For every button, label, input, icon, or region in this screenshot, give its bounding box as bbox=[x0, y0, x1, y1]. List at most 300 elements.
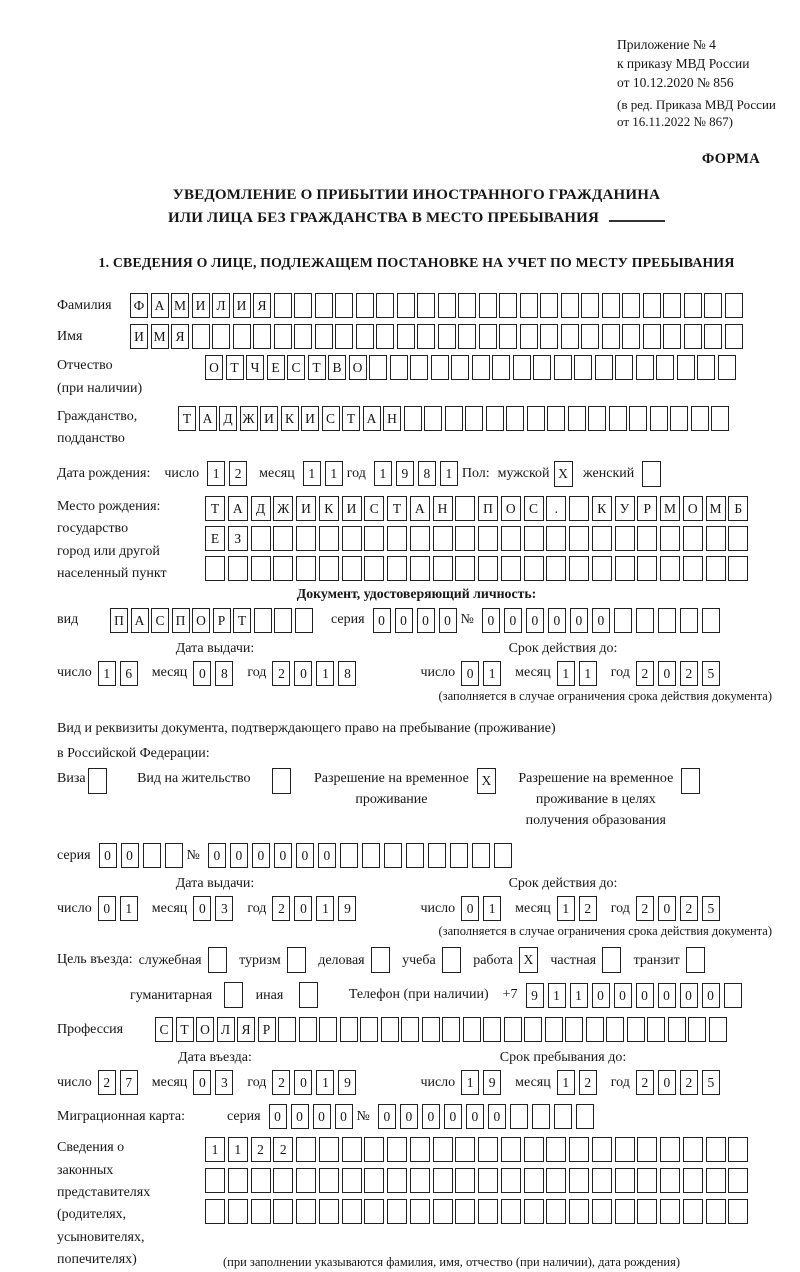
char-cell[interactable]: 1 bbox=[557, 661, 575, 686]
char-cell[interactable]: Е bbox=[205, 526, 225, 551]
purpose-tourism-checkbox[interactable] bbox=[287, 947, 306, 973]
char-cell[interactable]: Т bbox=[308, 355, 326, 380]
char-cell[interactable] bbox=[387, 1199, 407, 1224]
char-cell[interactable] bbox=[315, 324, 333, 349]
char-cell[interactable] bbox=[463, 1017, 481, 1042]
char-cell[interactable] bbox=[364, 1137, 384, 1162]
char-cell[interactable] bbox=[376, 324, 394, 349]
char-cell[interactable]: Д bbox=[219, 406, 237, 431]
char-cell[interactable] bbox=[342, 1137, 362, 1162]
char-cell[interactable]: О bbox=[501, 496, 521, 521]
char-cell[interactable] bbox=[728, 1199, 748, 1224]
char-cell[interactable]: А bbox=[363, 406, 381, 431]
char-cell[interactable] bbox=[364, 556, 384, 581]
char-cell[interactable] bbox=[647, 1017, 665, 1042]
char-cell[interactable]: А bbox=[151, 293, 169, 318]
char-cell[interactable] bbox=[706, 1199, 726, 1224]
char-cell[interactable]: 0 bbox=[658, 661, 676, 686]
char-cell[interactable]: Т bbox=[205, 496, 225, 521]
char-cell[interactable] bbox=[670, 406, 688, 431]
char-cell[interactable]: 0 bbox=[614, 983, 632, 1008]
char-cell[interactable]: 0 bbox=[439, 608, 457, 633]
char-cell[interactable]: 1 bbox=[374, 461, 392, 486]
char-cell[interactable]: . bbox=[546, 496, 566, 521]
char-cell[interactable] bbox=[684, 324, 702, 349]
char-cell[interactable]: 5 bbox=[702, 1070, 720, 1095]
char-cell[interactable] bbox=[433, 526, 453, 551]
char-cell[interactable] bbox=[254, 608, 272, 633]
char-cell[interactable] bbox=[342, 526, 362, 551]
char-cell[interactable]: 1 bbox=[316, 661, 334, 686]
char-cell[interactable] bbox=[569, 496, 589, 521]
char-cell[interactable] bbox=[622, 293, 640, 318]
char-cell[interactable] bbox=[592, 1168, 612, 1193]
char-cell[interactable]: 0 bbox=[548, 608, 566, 633]
char-cell[interactable] bbox=[728, 526, 748, 551]
char-cell[interactable] bbox=[342, 1168, 362, 1193]
char-cell[interactable] bbox=[524, 556, 544, 581]
char-cell[interactable]: С bbox=[322, 406, 340, 431]
char-cell[interactable] bbox=[501, 1137, 521, 1162]
char-cell[interactable] bbox=[335, 293, 353, 318]
char-cell[interactable]: И bbox=[192, 293, 210, 318]
char-cell[interactable] bbox=[704, 324, 722, 349]
char-cell[interactable] bbox=[609, 406, 627, 431]
char-cell[interactable]: 0 bbox=[482, 608, 500, 633]
char-cell[interactable] bbox=[472, 355, 490, 380]
char-cell[interactable] bbox=[251, 1168, 271, 1193]
char-cell[interactable] bbox=[636, 355, 654, 380]
char-cell[interactable] bbox=[501, 1199, 521, 1224]
char-cell[interactable] bbox=[406, 843, 424, 868]
char-cell[interactable]: О bbox=[683, 496, 703, 521]
char-cell[interactable] bbox=[728, 1168, 748, 1193]
char-cell[interactable]: 1 bbox=[325, 461, 343, 486]
char-cell[interactable] bbox=[319, 556, 339, 581]
char-cell[interactable]: 5 bbox=[702, 661, 720, 686]
char-cell[interactable]: 2 bbox=[229, 461, 247, 486]
char-cell[interactable] bbox=[683, 1137, 703, 1162]
char-cell[interactable] bbox=[592, 1137, 612, 1162]
char-cell[interactable]: 9 bbox=[338, 1070, 356, 1095]
char-cell[interactable] bbox=[360, 1017, 378, 1042]
char-cell[interactable]: Я bbox=[253, 293, 271, 318]
char-cell[interactable]: 0 bbox=[294, 1070, 312, 1095]
char-cell[interactable] bbox=[718, 355, 736, 380]
purpose-private-checkbox[interactable] bbox=[602, 947, 621, 973]
char-cell[interactable]: Ж bbox=[240, 406, 258, 431]
purpose-official-checkbox[interactable] bbox=[208, 947, 227, 973]
char-cell[interactable] bbox=[504, 1017, 522, 1042]
char-cell[interactable]: А bbox=[199, 406, 217, 431]
char-cell[interactable] bbox=[677, 355, 695, 380]
char-cell[interactable] bbox=[637, 1199, 657, 1224]
char-cell[interactable] bbox=[637, 556, 657, 581]
char-cell[interactable] bbox=[637, 1137, 657, 1162]
char-cell[interactable]: 0 bbox=[193, 661, 211, 686]
char-cell[interactable] bbox=[592, 526, 612, 551]
char-cell[interactable]: Т bbox=[226, 355, 244, 380]
char-cell[interactable]: Т bbox=[178, 406, 196, 431]
char-cell[interactable]: О bbox=[192, 608, 210, 633]
char-cell[interactable] bbox=[431, 355, 449, 380]
char-cell[interactable] bbox=[576, 1104, 594, 1129]
char-cell[interactable]: 9 bbox=[396, 461, 414, 486]
char-cell[interactable]: 1 bbox=[303, 461, 321, 486]
char-cell[interactable]: 2 bbox=[272, 1070, 290, 1095]
char-cell[interactable] bbox=[527, 406, 545, 431]
char-cell[interactable] bbox=[684, 293, 702, 318]
char-cell[interactable] bbox=[253, 324, 271, 349]
char-cell[interactable]: 2 bbox=[273, 1137, 293, 1162]
char-cell[interactable] bbox=[251, 526, 271, 551]
char-cell[interactable] bbox=[228, 556, 248, 581]
char-cell[interactable] bbox=[455, 526, 475, 551]
char-cell[interactable]: К bbox=[319, 496, 339, 521]
char-cell[interactable] bbox=[455, 1168, 475, 1193]
char-cell[interactable] bbox=[165, 843, 183, 868]
char-cell[interactable]: 0 bbox=[395, 608, 413, 633]
char-cell[interactable] bbox=[569, 556, 589, 581]
char-cell[interactable] bbox=[706, 526, 726, 551]
char-cell[interactable] bbox=[274, 608, 292, 633]
char-cell[interactable] bbox=[397, 324, 415, 349]
char-cell[interactable]: 2 bbox=[579, 896, 597, 921]
char-cell[interactable] bbox=[499, 324, 517, 349]
char-cell[interactable] bbox=[637, 526, 657, 551]
char-cell[interactable] bbox=[660, 1199, 680, 1224]
char-cell[interactable] bbox=[273, 556, 293, 581]
char-cell[interactable] bbox=[478, 526, 498, 551]
char-cell[interactable]: В bbox=[328, 355, 346, 380]
char-cell[interactable] bbox=[478, 1137, 498, 1162]
char-cell[interactable] bbox=[643, 324, 661, 349]
char-cell[interactable] bbox=[319, 1137, 339, 1162]
char-cell[interactable] bbox=[433, 1137, 453, 1162]
char-cell[interactable]: 0 bbox=[680, 983, 698, 1008]
char-cell[interactable] bbox=[294, 293, 312, 318]
char-cell[interactable]: И bbox=[301, 406, 319, 431]
char-cell[interactable] bbox=[417, 324, 435, 349]
char-cell[interactable] bbox=[410, 526, 430, 551]
char-cell[interactable]: 3 bbox=[215, 896, 233, 921]
char-cell[interactable] bbox=[376, 293, 394, 318]
char-cell[interactable] bbox=[455, 496, 475, 521]
char-cell[interactable]: 2 bbox=[680, 1070, 698, 1095]
char-cell[interactable]: 0 bbox=[488, 1104, 506, 1129]
char-cell[interactable] bbox=[524, 1199, 544, 1224]
char-cell[interactable]: Т bbox=[233, 608, 251, 633]
char-cell[interactable]: 1 bbox=[207, 461, 225, 486]
char-cell[interactable]: П bbox=[172, 608, 190, 633]
char-cell[interactable] bbox=[546, 526, 566, 551]
char-cell[interactable] bbox=[390, 355, 408, 380]
char-cell[interactable]: 1 bbox=[579, 661, 597, 686]
char-cell[interactable] bbox=[192, 324, 210, 349]
char-cell[interactable]: 0 bbox=[294, 896, 312, 921]
char-cell[interactable] bbox=[410, 1168, 430, 1193]
purpose-work-checkbox[interactable]: X bbox=[519, 947, 538, 973]
char-cell[interactable]: 1 bbox=[120, 896, 138, 921]
visa-checkbox[interactable] bbox=[88, 768, 107, 794]
char-cell[interactable] bbox=[205, 1199, 225, 1224]
char-cell[interactable] bbox=[592, 556, 612, 581]
char-cell[interactable] bbox=[658, 608, 676, 633]
char-cell[interactable]: 0 bbox=[592, 983, 610, 1008]
char-cell[interactable] bbox=[319, 1017, 337, 1042]
char-cell[interactable] bbox=[401, 1017, 419, 1042]
char-cell[interactable] bbox=[697, 355, 715, 380]
char-cell[interactable]: И bbox=[296, 496, 316, 521]
char-cell[interactable] bbox=[615, 1199, 635, 1224]
char-cell[interactable] bbox=[478, 1199, 498, 1224]
char-cell[interactable] bbox=[540, 293, 558, 318]
char-cell[interactable] bbox=[458, 293, 476, 318]
char-cell[interactable] bbox=[711, 406, 729, 431]
char-cell[interactable]: 0 bbox=[98, 896, 116, 921]
char-cell[interactable] bbox=[569, 1168, 589, 1193]
char-cell[interactable]: М bbox=[171, 293, 189, 318]
char-cell[interactable] bbox=[251, 556, 271, 581]
char-cell[interactable]: 1 bbox=[205, 1137, 225, 1162]
char-cell[interactable] bbox=[364, 1199, 384, 1224]
char-cell[interactable] bbox=[680, 608, 698, 633]
char-cell[interactable]: 0 bbox=[291, 1104, 309, 1129]
char-cell[interactable] bbox=[568, 406, 586, 431]
char-cell[interactable]: М bbox=[706, 496, 726, 521]
char-cell[interactable] bbox=[433, 1199, 453, 1224]
char-cell[interactable]: 0 bbox=[99, 843, 117, 868]
purpose-study-checkbox[interactable] bbox=[442, 947, 461, 973]
char-cell[interactable] bbox=[296, 1137, 316, 1162]
char-cell[interactable] bbox=[404, 406, 422, 431]
char-cell[interactable]: 7 bbox=[120, 1070, 138, 1095]
char-cell[interactable]: 0 bbox=[294, 661, 312, 686]
char-cell[interactable] bbox=[660, 526, 680, 551]
char-cell[interactable] bbox=[615, 1168, 635, 1193]
char-cell[interactable]: Д bbox=[251, 496, 271, 521]
char-cell[interactable] bbox=[663, 324, 681, 349]
char-cell[interactable]: 8 bbox=[418, 461, 436, 486]
char-cell[interactable] bbox=[660, 1168, 680, 1193]
char-cell[interactable]: Я bbox=[171, 324, 189, 349]
char-cell[interactable] bbox=[233, 324, 251, 349]
char-cell[interactable] bbox=[561, 324, 579, 349]
char-cell[interactable] bbox=[450, 843, 468, 868]
char-cell[interactable]: П bbox=[478, 496, 498, 521]
char-cell[interactable]: 9 bbox=[483, 1070, 501, 1095]
char-cell[interactable] bbox=[319, 526, 339, 551]
temp-residence-checkbox[interactable]: X bbox=[477, 768, 496, 794]
char-cell[interactable] bbox=[319, 1199, 339, 1224]
char-cell[interactable]: 1 bbox=[557, 896, 575, 921]
char-cell[interactable] bbox=[364, 1168, 384, 1193]
char-cell[interactable]: 1 bbox=[570, 983, 588, 1008]
male-checkbox[interactable]: X bbox=[554, 461, 573, 487]
char-cell[interactable] bbox=[637, 1168, 657, 1193]
char-cell[interactable] bbox=[588, 406, 606, 431]
char-cell[interactable] bbox=[296, 526, 316, 551]
char-cell[interactable]: Е bbox=[267, 355, 285, 380]
char-cell[interactable] bbox=[546, 1137, 566, 1162]
char-cell[interactable]: 2 bbox=[272, 661, 290, 686]
char-cell[interactable]: 0 bbox=[252, 843, 270, 868]
char-cell[interactable]: Т bbox=[342, 406, 360, 431]
char-cell[interactable] bbox=[410, 1137, 430, 1162]
char-cell[interactable] bbox=[520, 324, 538, 349]
char-cell[interactable] bbox=[622, 324, 640, 349]
char-cell[interactable]: М bbox=[151, 324, 169, 349]
char-cell[interactable]: 9 bbox=[526, 983, 544, 1008]
char-cell[interactable] bbox=[296, 1199, 316, 1224]
char-cell[interactable]: 0 bbox=[658, 983, 676, 1008]
char-cell[interactable] bbox=[442, 1017, 460, 1042]
char-cell[interactable] bbox=[356, 293, 374, 318]
char-cell[interactable] bbox=[478, 1168, 498, 1193]
char-cell[interactable] bbox=[533, 355, 551, 380]
char-cell[interactable] bbox=[501, 556, 521, 581]
char-cell[interactable] bbox=[554, 355, 572, 380]
char-cell[interactable]: И bbox=[342, 496, 362, 521]
char-cell[interactable]: З bbox=[228, 526, 248, 551]
char-cell[interactable] bbox=[410, 556, 430, 581]
char-cell[interactable]: 1 bbox=[548, 983, 566, 1008]
char-cell[interactable]: 0 bbox=[570, 608, 588, 633]
char-cell[interactable] bbox=[381, 1017, 399, 1042]
char-cell[interactable] bbox=[433, 1168, 453, 1193]
char-cell[interactable]: П bbox=[110, 608, 128, 633]
char-cell[interactable] bbox=[561, 293, 579, 318]
char-cell[interactable] bbox=[592, 1199, 612, 1224]
char-cell[interactable]: 0 bbox=[400, 1104, 418, 1129]
char-cell[interactable] bbox=[524, 526, 544, 551]
char-cell[interactable] bbox=[451, 355, 469, 380]
char-cell[interactable]: О bbox=[349, 355, 367, 380]
char-cell[interactable]: 0 bbox=[444, 1104, 462, 1129]
char-cell[interactable]: 8 bbox=[338, 661, 356, 686]
char-cell[interactable] bbox=[417, 293, 435, 318]
char-cell[interactable] bbox=[273, 526, 293, 551]
char-cell[interactable] bbox=[510, 1104, 528, 1129]
char-cell[interactable]: 8 bbox=[215, 661, 233, 686]
char-cell[interactable]: 1 bbox=[316, 1070, 334, 1095]
char-cell[interactable] bbox=[615, 1137, 635, 1162]
char-cell[interactable] bbox=[342, 1199, 362, 1224]
char-cell[interactable] bbox=[342, 556, 362, 581]
char-cell[interactable] bbox=[688, 1017, 706, 1042]
char-cell[interactable]: 0 bbox=[422, 1104, 440, 1129]
char-cell[interactable] bbox=[410, 355, 428, 380]
char-cell[interactable] bbox=[683, 1168, 703, 1193]
char-cell[interactable]: 1 bbox=[440, 461, 458, 486]
char-cell[interactable] bbox=[273, 1199, 293, 1224]
char-cell[interactable] bbox=[397, 293, 415, 318]
char-cell[interactable]: 0 bbox=[121, 843, 139, 868]
char-cell[interactable] bbox=[643, 293, 661, 318]
char-cell[interactable]: 0 bbox=[504, 608, 522, 633]
char-cell[interactable] bbox=[615, 526, 635, 551]
char-cell[interactable] bbox=[581, 324, 599, 349]
char-cell[interactable] bbox=[569, 1199, 589, 1224]
char-cell[interactable]: Ж bbox=[273, 496, 293, 521]
purpose-transit-checkbox[interactable] bbox=[686, 947, 705, 973]
char-cell[interactable]: 0 bbox=[526, 608, 544, 633]
char-cell[interactable] bbox=[501, 526, 521, 551]
char-cell[interactable]: 0 bbox=[592, 608, 610, 633]
char-cell[interactable] bbox=[540, 324, 558, 349]
char-cell[interactable] bbox=[524, 1017, 542, 1042]
char-cell[interactable] bbox=[472, 843, 490, 868]
char-cell[interactable] bbox=[728, 556, 748, 581]
char-cell[interactable] bbox=[565, 1017, 583, 1042]
char-cell[interactable] bbox=[728, 1137, 748, 1162]
char-cell[interactable]: 2 bbox=[636, 896, 654, 921]
char-cell[interactable] bbox=[683, 556, 703, 581]
char-cell[interactable] bbox=[524, 1137, 544, 1162]
char-cell[interactable] bbox=[296, 556, 316, 581]
char-cell[interactable]: 0 bbox=[318, 843, 336, 868]
char-cell[interactable] bbox=[299, 1017, 317, 1042]
char-cell[interactable] bbox=[387, 1137, 407, 1162]
char-cell[interactable]: С bbox=[151, 608, 169, 633]
char-cell[interactable] bbox=[486, 406, 504, 431]
char-cell[interactable] bbox=[706, 556, 726, 581]
char-cell[interactable] bbox=[274, 324, 292, 349]
char-cell[interactable] bbox=[458, 324, 476, 349]
char-cell[interactable]: А bbox=[410, 496, 430, 521]
char-cell[interactable]: 0 bbox=[461, 661, 479, 686]
char-cell[interactable]: Р bbox=[213, 608, 231, 633]
char-cell[interactable] bbox=[335, 324, 353, 349]
char-cell[interactable] bbox=[586, 1017, 604, 1042]
char-cell[interactable] bbox=[364, 526, 384, 551]
char-cell[interactable] bbox=[581, 293, 599, 318]
char-cell[interactable] bbox=[602, 324, 620, 349]
char-cell[interactable]: 2 bbox=[98, 1070, 116, 1095]
char-cell[interactable]: 5 bbox=[702, 896, 720, 921]
char-cell[interactable] bbox=[663, 293, 681, 318]
char-cell[interactable] bbox=[725, 293, 743, 318]
char-cell[interactable] bbox=[706, 1137, 726, 1162]
char-cell[interactable] bbox=[656, 355, 674, 380]
char-cell[interactable]: Б bbox=[728, 496, 748, 521]
char-cell[interactable]: 1 bbox=[461, 1070, 479, 1095]
char-cell[interactable] bbox=[319, 1168, 339, 1193]
char-cell[interactable]: О bbox=[196, 1017, 214, 1042]
char-cell[interactable]: 0 bbox=[296, 843, 314, 868]
char-cell[interactable]: 2 bbox=[579, 1070, 597, 1095]
char-cell[interactable] bbox=[602, 293, 620, 318]
char-cell[interactable]: 2 bbox=[636, 1070, 654, 1095]
char-cell[interactable] bbox=[438, 293, 456, 318]
char-cell[interactable] bbox=[424, 406, 442, 431]
char-cell[interactable]: 0 bbox=[658, 1070, 676, 1095]
char-cell[interactable]: 1 bbox=[228, 1137, 248, 1162]
char-cell[interactable] bbox=[479, 324, 497, 349]
char-cell[interactable]: 0 bbox=[274, 843, 292, 868]
char-cell[interactable] bbox=[494, 843, 512, 868]
char-cell[interactable] bbox=[545, 1017, 563, 1042]
char-cell[interactable]: И bbox=[233, 293, 251, 318]
char-cell[interactable] bbox=[524, 1168, 544, 1193]
char-cell[interactable]: 2 bbox=[680, 896, 698, 921]
char-cell[interactable] bbox=[724, 983, 742, 1008]
char-cell[interactable] bbox=[569, 526, 589, 551]
char-cell[interactable]: Л bbox=[217, 1017, 235, 1042]
char-cell[interactable] bbox=[369, 355, 387, 380]
char-cell[interactable]: 3 bbox=[215, 1070, 233, 1095]
char-cell[interactable] bbox=[606, 1017, 624, 1042]
